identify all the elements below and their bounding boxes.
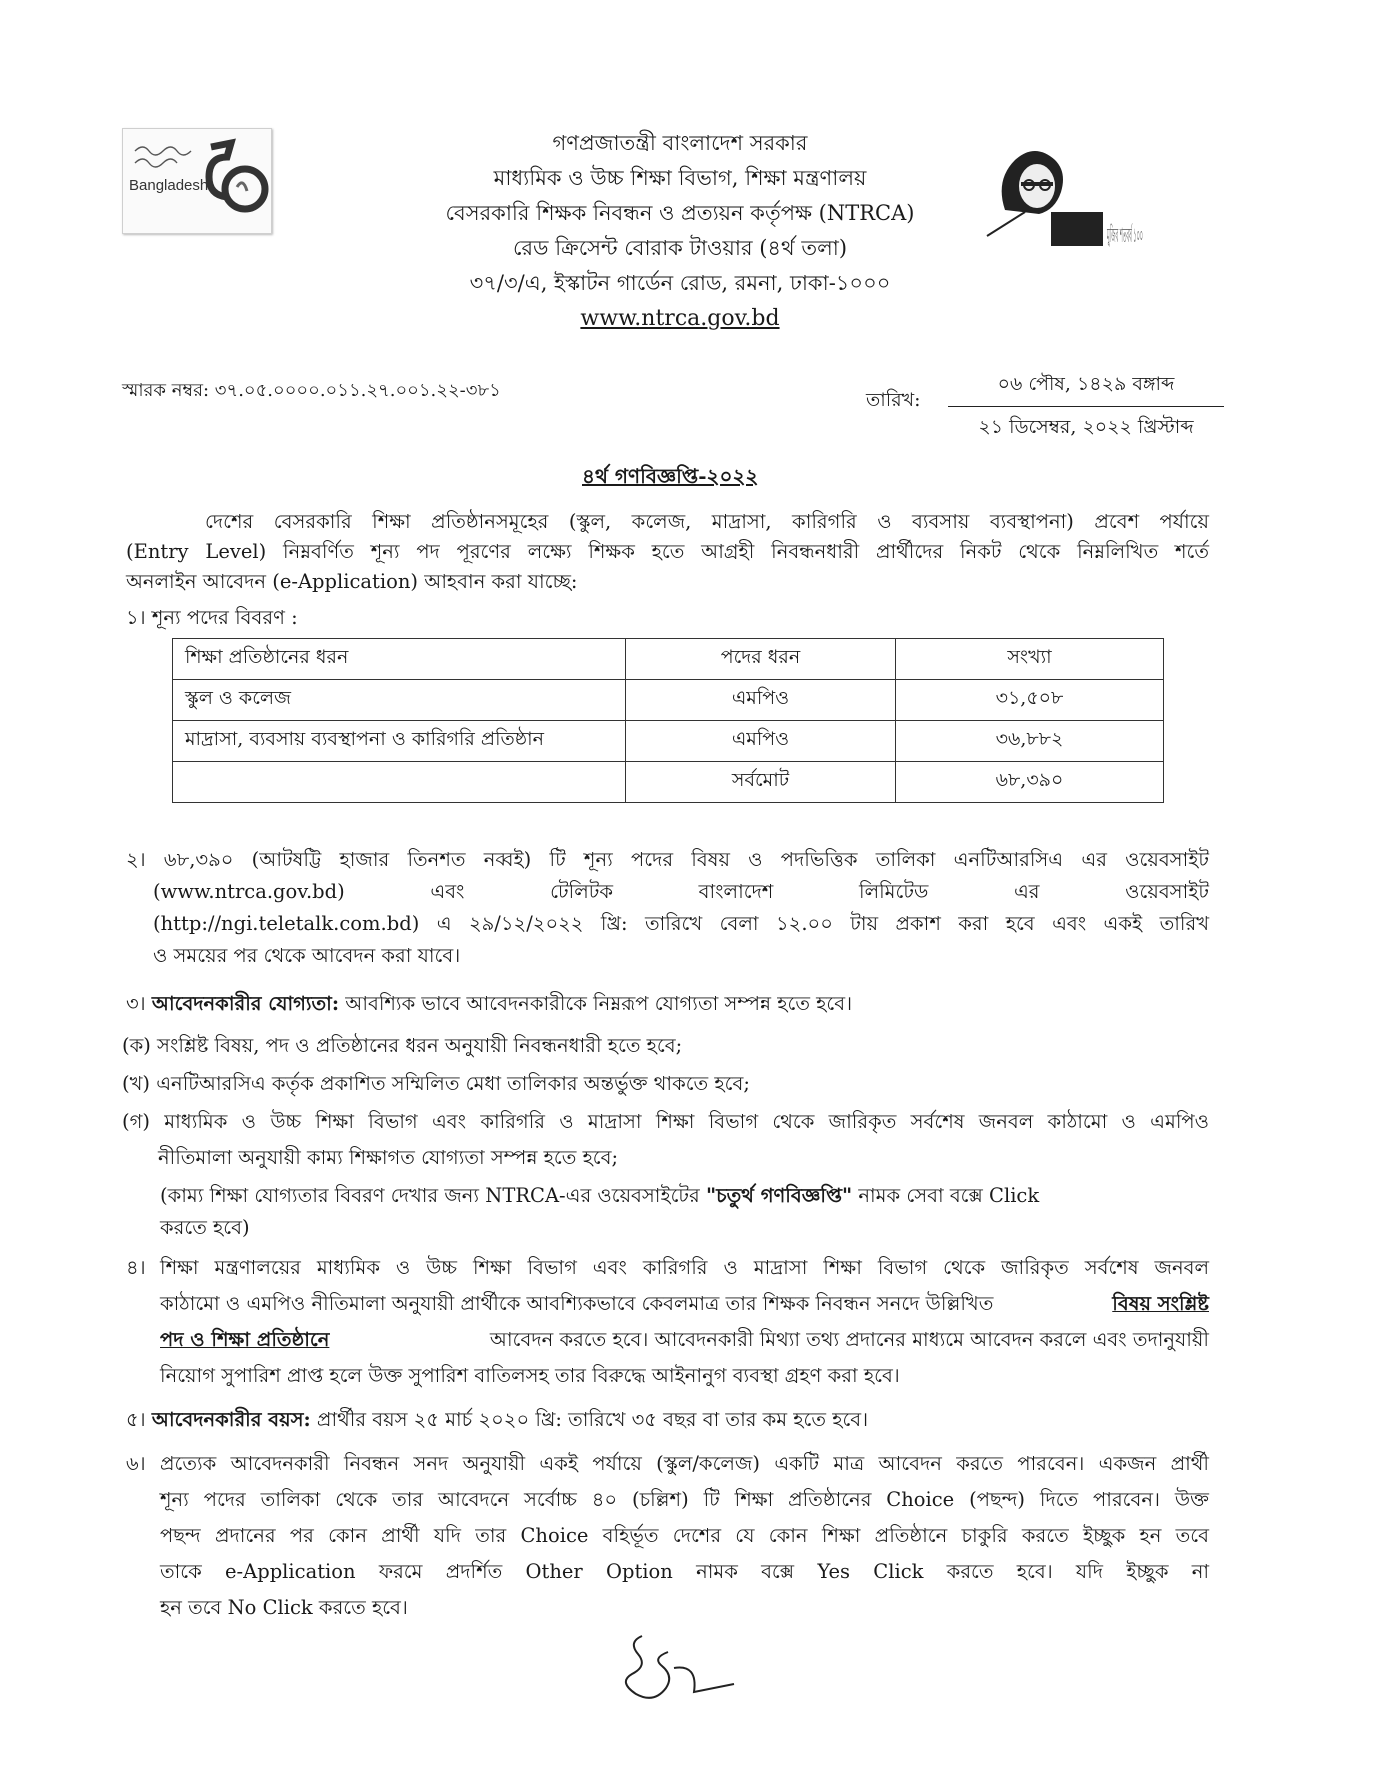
section-4-line-2 bbox=[160, 1290, 1209, 1322]
website-link[interactable]: www.ntrca.gov.bd bbox=[580, 306, 780, 331]
section-2-line-2: (www.ntrca.gov.bd) এবং টেলিটক বাংলাদেশ লিমিটেড এর ওয়েবসাইট bbox=[153, 880, 1209, 903]
date-block bbox=[948, 370, 1224, 445]
table-header-row bbox=[173, 639, 1164, 680]
section-5-title: আবেদনকারীর বয়স: bbox=[151, 1408, 311, 1431]
date-bangla: ০৬ পৌষ, ১৪২৯ বঙ্গাব্দ bbox=[948, 370, 1224, 407]
section-4-line-1: শিক্ষা মন্ত্রণালয়ের মাধ্যমিক ও উচ্চ শিক্ষা বিভাগ এবং কারিগরি ও মাদ্রাসা শিক্ষা বিভাগ থেকে জারিকৃত সর্বশেষ জনবল bbox=[160, 1256, 1209, 1279]
notice-title: ৪র্থ গণবিজ্ঞপ্তি-২০২২ bbox=[582, 464, 759, 488]
post-institution-emphasis: পদ ও শিক্ষা প্রতিষ্ঠানে bbox=[160, 1328, 330, 1351]
bangladesh-50-logo bbox=[122, 128, 272, 234]
section-3-heading bbox=[126, 990, 852, 1022]
section-6-line-2: শূন্য পদের তালিকা থেকে তার আবেদনে সর্বোচ্চ ৪০ (চল্লিশ) টি শিক্ষা প্রতিষ্ঠানের Choice (পছন্দ) দিতে পারবেন। উক্ত bbox=[160, 1488, 1209, 1511]
section-5-number: ৫। bbox=[126, 1408, 146, 1431]
section-3-title: আবেদনকারীর যোগ্যতা: bbox=[151, 992, 340, 1015]
section-4-line-3 bbox=[160, 1326, 1209, 1358]
fifty-emblem-icon bbox=[197, 137, 269, 227]
section-5 bbox=[126, 1406, 868, 1438]
subject-related-emphasis: বিষয় সংশ্লিষ্ট bbox=[1112, 1292, 1209, 1315]
mujib-logo-text: মুজিব শতবর্ষ ১০০ bbox=[1106, 223, 1143, 247]
building-address: রেড ক্রিসেন্ট বোরাক টাওয়ার (৪র্থ তলা) bbox=[512, 236, 848, 260]
date-label: তারিখ: bbox=[866, 389, 921, 411]
note-text-a: (কাম্য শিক্ষা যোগ্যতার বিবরণ দেখার জন্য NTRCA-এর ওয়েবসাইটের bbox=[160, 1184, 700, 1207]
section-2-line-1: ২। ৬৮,৩৯০ (আটষট্টি হাজার তিনশত নব্বই) টি শূন্য পদের বিষয় ও পদভিত্তিক তালিকা এনটিআরসিএ এর ওয়েবসাইট bbox=[126, 848, 1209, 871]
letterhead bbox=[380, 126, 980, 336]
table-cell: ৬৮,৩৯০ bbox=[896, 762, 1164, 803]
vacancy-table bbox=[172, 638, 1164, 803]
condition-kha: (খ) এনটিআরসিএ কর্তৃক প্রকাশিত সম্মিলিত মেধা তালিকার অন্তর্ভুক্ত থাকতে হবে; bbox=[122, 1072, 750, 1095]
memo-number: স্মারক নম্বর: ৩৭.০৫.০০০০.০১১.২৭.০০১.২২-৩৮১ bbox=[122, 380, 501, 401]
intro-line-3: অনলাইন আবেদন (e-Application) আহবান করা যাচ্ছে: bbox=[126, 570, 578, 593]
table-cell: এমপিও bbox=[626, 680, 896, 721]
section-4-line-4: নিয়োগ সুপারিশ প্রাপ্ত হলে উক্ত সুপারিশ বাতিলসহ তার বিরুদ্ধে আইনানুগ ব্যবস্থা গ্রহণ করা হবে। bbox=[160, 1364, 900, 1387]
table-cell bbox=[173, 762, 626, 803]
authority-name: বেসরকারি শিক্ষক নিবন্ধন ও প্রত্যয়ন কর্তৃপক্ষ (NTRCA) bbox=[445, 201, 915, 225]
table-header-cell: সংখ্যা bbox=[896, 639, 1164, 680]
condition-ga-line-1: (গ) মাধ্যমিক ও উচ্চ শিক্ষা বিভাগ এবং কারিগরি ও মাদ্রাসা শিক্ষা বিভাগ থেকে জারিকৃত সর্বশেষ জনবল কাঠামো ও এমপিও bbox=[122, 1110, 1209, 1133]
section-5-text: প্রার্থীর বয়স ২৫ মার্চ ২০২০ খ্রি: তারিখে ৩৫ বছর বা তার কম হতে হবে। bbox=[316, 1408, 869, 1431]
section-4-line-2-text: কাঠামো ও এমপিও নীতিমালা অনুযায়ী প্রার্থীকে আবশ্যিকভাবে কেবলমাত্র তার শিক্ষক নিবন্ধন সনদে উল্লিখিত bbox=[160, 1292, 994, 1315]
section-2-line-3: (http://ngi.teletalk.com.bd) এ ২৯/১২/২০২২ খ্রি: তারিখে বেলা ১২.০০ টায় প্রকাশ করা হবে এবং একই তারিখ bbox=[153, 912, 1209, 935]
note-text-c: করতে হবে) bbox=[160, 1216, 250, 1239]
section-3-number: ৩। bbox=[126, 992, 146, 1015]
table-cell: এমপিও bbox=[626, 721, 896, 762]
table-row bbox=[173, 721, 1164, 762]
table-cell: ৩১,৫০৮ bbox=[896, 680, 1164, 721]
handwritten-emblem-icon bbox=[131, 141, 201, 171]
note-notice-name: "চতুর্থ গণবিজ্ঞপ্তি" bbox=[705, 1184, 853, 1207]
section-1-label: ১। শূন্য পদের বিবরণ : bbox=[126, 606, 298, 629]
table-cell: সর্বমোট bbox=[626, 762, 896, 803]
section-4-line-3-text: আবেদন করতে হবে। আবেদনকারী মিথ্যা তথ্য প্রদানের মাধ্যমে আবেদন করলে এবং তদানুযায়ী bbox=[489, 1328, 1209, 1351]
division-name: মাধ্যমিক ও উচ্চ শিক্ষা বিভাগ, শিক্ষা মন্ত্রণালয় bbox=[493, 166, 867, 190]
intro-line-1: দেশের বেসরকারি শিক্ষা প্রতিষ্ঠানসমূহের (স্কুল, কলেজ, মাদ্রাসা, কারিগরি ও ব্যবসায় ব্যবস্থাপনা) প্রবেশ পর্যায়ে bbox=[205, 510, 1209, 533]
table-total-row bbox=[173, 762, 1164, 803]
table-cell: মাদ্রাসা, ব্যবসায় ব্যবস্থাপনা ও কারিগরি প্রতিষ্ঠান bbox=[173, 721, 626, 762]
section-2-line-4: ও সময়ের পর থেকে আবেদন করা যাবে। bbox=[153, 944, 461, 967]
section-6-line-5: হন তবে No Click করতে হবে। bbox=[160, 1596, 408, 1619]
section-6-line-4: তাকে e-Application ফরমে প্রদর্শিত Other Option নামক বক্সে Yes Click করতে হবে। যদি ইচ্ছুক না bbox=[160, 1560, 1209, 1583]
section-4-number: ৪। bbox=[126, 1256, 146, 1279]
intro-line-2: (Entry Level) নিম্নবর্ণিত শূন্য পদ পূরণের লক্ষ্যে শিক্ষক হতে আগ্রহী নিবন্ধনধারী প্রার্থীদের নিকট থেকে নিম্নলিখিত শর্তে bbox=[126, 540, 1209, 563]
condition-ka: (ক) সংশ্লিষ্ট বিষয়, পদ ও প্রতিষ্ঠানের ধরন অনুযায়ী নিবন্ধনধারী হতে হবে; bbox=[122, 1034, 683, 1057]
condition-ga-line-2: নীতিমালা অনুযায়ী কাম্য শিক্ষাগত যোগ্যতা সম্পন্ন হতে হবে; bbox=[158, 1146, 619, 1169]
section-6-line-1: প্রত্যেক আবেদনকারী নিবন্ধন সনদ অনুযায়ী একই পর্যায়ে (স্কুল/কলেজ) একটি মাত্র আবেদন করতে পারবেন। একজন প্রার্থী bbox=[160, 1452, 1209, 1475]
table-cell: ৩৬,৮৮২ bbox=[896, 721, 1164, 762]
date-english: ২১ ডিসেম্বর, ২০২২ খ্রিস্টাব্দ bbox=[978, 416, 1194, 438]
note-text-b: নামক সেবা বক্সে Click bbox=[858, 1184, 1040, 1207]
street-address: ৩৭/৩/এ, ইস্কাটন গার্ডেন রোড, রমনা, ঢাকা-১০০০ bbox=[469, 271, 891, 295]
mujib-borsho-logo bbox=[985, 140, 1145, 250]
section-6-number: ৬। bbox=[126, 1452, 146, 1475]
bangladesh-label: Bangladesh bbox=[129, 177, 209, 194]
table-row bbox=[173, 680, 1164, 721]
table-header-cell: শিক্ষা প্রতিষ্ঠানের ধরন bbox=[173, 639, 626, 680]
section-6-line-3: পছন্দ প্রদানের পর কোন প্রার্থী যদি তার Choice বহির্ভূত দেশের যে কোন শিক্ষা প্রতিষ্ঠানে চাকুরি করতে ইচ্ছুক হন তবে bbox=[160, 1524, 1209, 1547]
table-header-cell: পদের ধরন bbox=[626, 639, 896, 680]
section-3-text: আবশ্যিক ভাবে আবেদনকারীকে নিম্নরূপ যোগ্যতা সম্পন্ন হতে হবে। bbox=[345, 992, 853, 1015]
table-cell: স্কুল ও কলেজ bbox=[173, 680, 626, 721]
signature-mark bbox=[612, 1628, 742, 1708]
government-name: গণপ্রজাতন্ত্রী বাংলাদেশ সরকার bbox=[552, 131, 808, 155]
qualification-note bbox=[160, 1182, 1039, 1214]
